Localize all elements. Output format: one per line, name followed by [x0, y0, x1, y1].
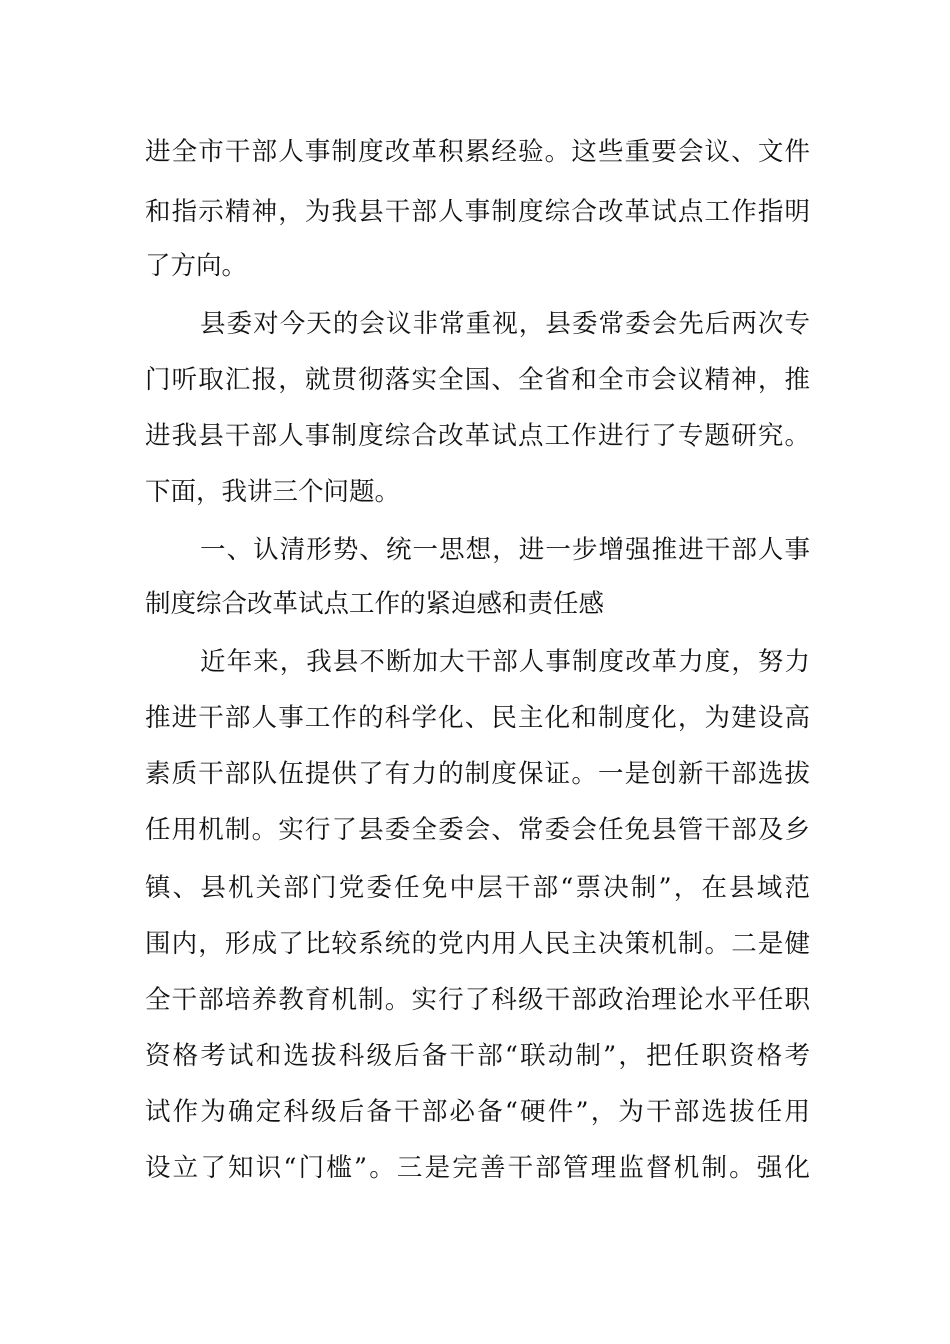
text-line: 全干部培养教育机制。实行了科级干部政治理论水平任职 — [145, 985, 810, 1015]
section-heading-line: 制度综合改革试点工作的紧迫感和责任感 — [145, 589, 605, 619]
text-line: 围内，形成了比较系统的党内用人民主决策机制。二是健 — [145, 929, 810, 959]
text-line: 门听取汇报，就贯彻落实全国、全省和全市会议精神，推 — [145, 365, 810, 395]
text-line: 和指示精神，为我县干部人事制度综合改革试点工作指明 — [145, 197, 810, 227]
text-line: 试作为确定科级后备干部必备“硬件”，为干部选拔任用 — [145, 1097, 810, 1127]
text-line: 任用机制。实行了县委全委会、常委会任免县管干部及乡 — [145, 815, 810, 845]
text-line: 镇、县机关部门党委任免中层干部“票决制”，在县域范 — [145, 873, 810, 903]
text-line: 进全市干部人事制度改革积累经验。这些重要会议、文件 — [145, 137, 810, 167]
text-line: 进我县干部人事制度综合改革试点工作进行了专题研究。 — [145, 421, 810, 451]
text-line: 县委对今天的会议非常重视，县委常委会先后两次专 — [200, 309, 810, 339]
text-line: 设立了知识“门槛”。三是完善干部管理监督机制。强化 — [145, 1153, 810, 1183]
text-line: 近年来，我县不断加大干部人事制度改革力度，努力 — [200, 647, 810, 677]
text-line: 素质干部队伍提供了有力的制度保证。一是创新干部选拔 — [145, 759, 810, 789]
text-line: 资格考试和选拔科级后备干部“联动制”，把任职资格考 — [145, 1041, 810, 1071]
text-line: 下面，我讲三个问题。 — [145, 477, 401, 507]
text-line: 推进干部人事工作的科学化、民主化和制度化，为建设高 — [145, 703, 810, 733]
text-line: 了方向。 — [145, 251, 248, 281]
section-heading-line: 一、认清形势、统一思想，进一步增强推进干部人事 — [200, 535, 810, 565]
